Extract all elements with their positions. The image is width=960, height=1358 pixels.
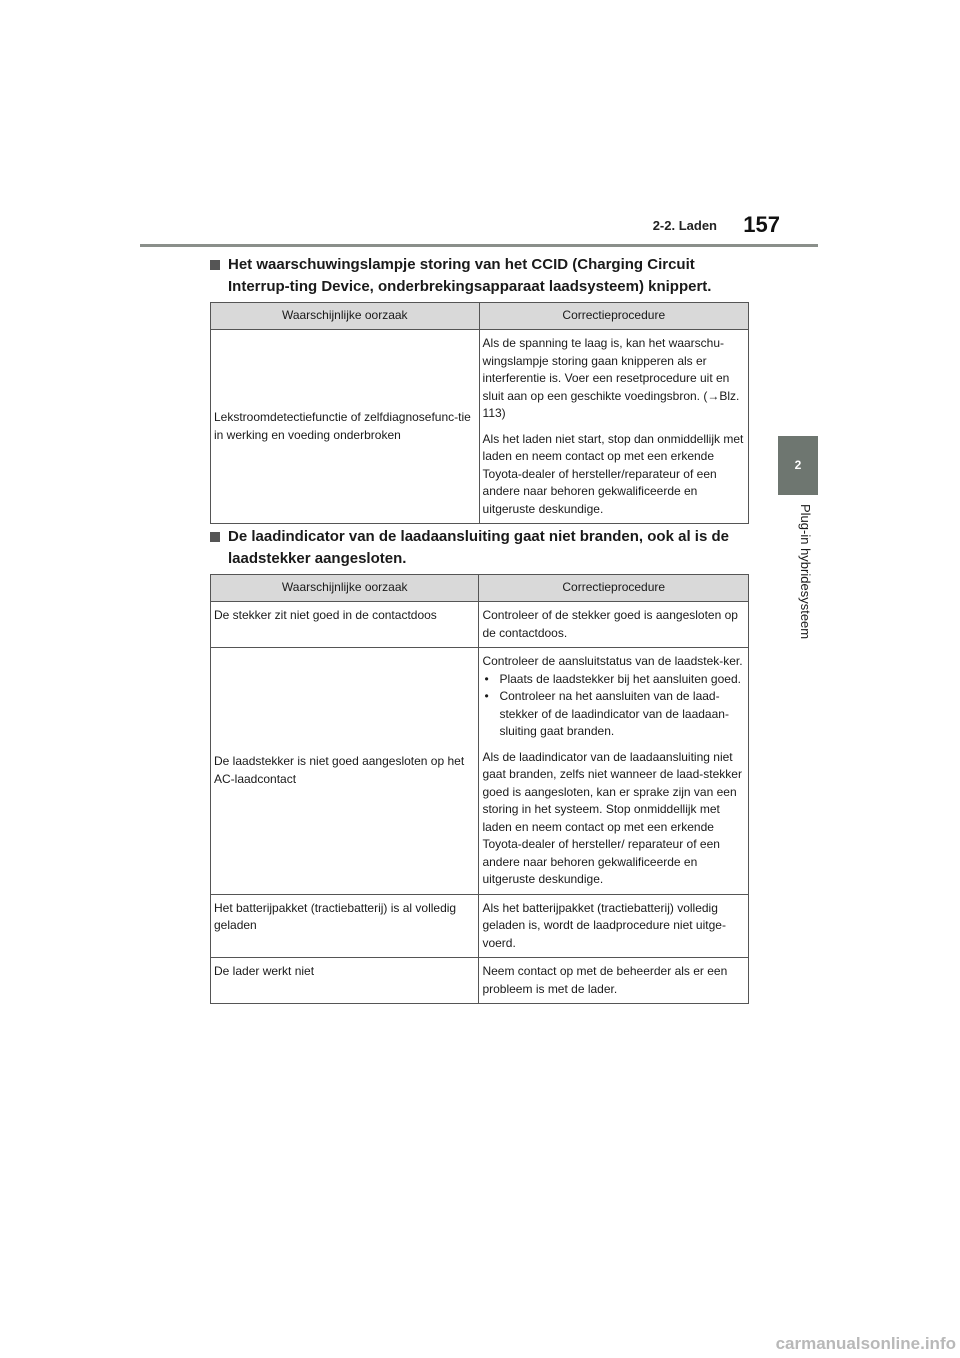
- section2-heading-text: De laadindicator van de laadaansluiting gaat niet branden, ook al is de laadstekker aangesloten.: [228, 528, 729, 567]
- section2-table: [210, 574, 749, 1004]
- column-header-procedure: Correctieprocedure: [479, 303, 748, 330]
- heading-square-icon: [210, 532, 220, 542]
- header-divider: [140, 244, 818, 247]
- procedure-paragraph: Controleer de aansluitstatus van de laadstek-ker.: [482, 654, 743, 668]
- table-header-row: [211, 575, 749, 602]
- heading-square-icon: [210, 260, 220, 270]
- table-row: [211, 602, 749, 648]
- section1-heading: [210, 254, 760, 298]
- procedure-cell: Als het batterijpakket (tractiebatterij) volledig geladen is, wordt de laadprocedure niet uitge-voerd.: [479, 894, 749, 958]
- column-header-procedure: Correctieprocedure: [479, 575, 749, 602]
- cause-cell: Lekstroomdetectiefunctie of zelfdiagnosefunc-tie in werking en voeding onderbroken: [211, 330, 480, 524]
- section1-heading-text: Het waarschuwingslampje storing van het CCID (Charging Circuit Interrup-ting Device, onderbrekingsapparaat laadsysteem) knippert.: [228, 256, 712, 295]
- list-item: • Controleer na het aansluiten van de laad-stekker of de laadindicator van de laadaan-sluiting gaat branden.: [482, 688, 745, 741]
- cause-cell: De laadstekker is niet goed aangesloten op het AC-laadcontact: [211, 648, 479, 895]
- procedure-paragraph: Als de laadindicator van de laadaansluiting niet gaat branden, zelfs niet wanneer de laad-stekker goed is aangesloten, kan er sprake zijn van een storing in het systeem. Stop onmiddellijk met laden en neem contact op met een erkende Toyota-dealer of hersteller/ reparateur of een andere naar behoren gekwalificeerde en uitgeruste deskundige.: [482, 749, 742, 886]
- table-header-row: [211, 303, 749, 330]
- chapter-title: Plug-in hybridesysteem: [798, 504, 813, 640]
- table-row: [211, 330, 749, 524]
- column-header-cause: Waarschijnlijke oorzaak: [211, 575, 479, 602]
- section1-table: [210, 302, 749, 524]
- chapter-tab: 2: [778, 436, 818, 495]
- procedure-cell: Neem contact op met de beheerder als er een probleem is met de lader.: [479, 958, 749, 1004]
- cause-cell: Het batterijpakket (tractiebatterij) is al volledig geladen: [211, 894, 479, 958]
- procedure-bullet-list: [482, 671, 745, 741]
- procedure-paragraph: Als het laden niet start, stop dan onmiddellijk met laden en neem contact op met een erkende Toyota-dealer of hersteller/reparateur of een andere naar behoren gekwalificeerde en uitgeruste deskundige.: [482, 431, 744, 516]
- list-item: • Plaats de laadstekker bij het aansluiten goed.: [482, 671, 745, 689]
- table-row: [211, 894, 749, 958]
- table-row: [211, 648, 749, 895]
- cause-cell: De stekker zit niet goed in de contactdoos: [211, 602, 479, 648]
- page-number: 157: [743, 212, 780, 237]
- column-header-cause: Waarschijnlijke oorzaak: [211, 303, 480, 330]
- section2-heading: [210, 526, 760, 570]
- procedure-cell: [479, 648, 749, 895]
- section-label: 2-2. Laden: [652, 218, 717, 233]
- procedure-cell: [479, 330, 748, 524]
- cause-cell: De lader werkt niet: [211, 958, 479, 1004]
- procedure-cell: Controleer of de stekker goed is aangesloten op de contactdoos.: [479, 602, 749, 648]
- table-row: [211, 958, 749, 1004]
- procedure-paragraph: Als de spanning te laag is, kan het waarschu-wingslampje storing gaan knipperen als er interferentie is. Voer een resetprocedure uit en sluit aan op een geschikte voedingsbron. (→Blz. 113): [482, 336, 740, 420]
- watermark: carmanualsonline.info: [775, 1334, 956, 1353]
